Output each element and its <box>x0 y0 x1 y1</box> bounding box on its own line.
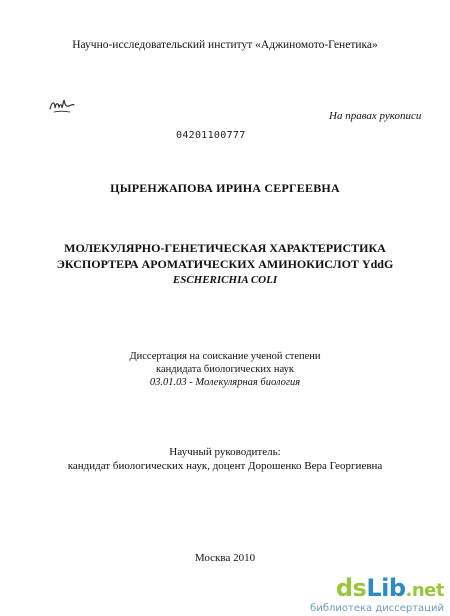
degree-line-2: кандидата биологических наук <box>156 364 294 375</box>
title-line-2: ЭКСПОРТЕРА АРОМАТИЧЕСКИХ АМИНОКИСЛОТ YddG <box>56 257 394 271</box>
logo-lib: Lib <box>366 574 406 602</box>
dissertation-degree-block <box>0 350 450 389</box>
manuscript-rights-note: На правах рукописи <box>329 110 422 122</box>
title-line-3: ESCHERICHIA COLI <box>172 274 278 286</box>
dslib-watermark <box>310 576 444 614</box>
supervisor-label: Научный руководитель: <box>169 446 281 458</box>
registration-code: 04201100777 <box>176 130 246 141</box>
title-line-1: МОЛЕКУЛЯРНО-ГЕНЕТИЧЕСКАЯ ХАРАКТЕРИСТИКА <box>64 241 386 255</box>
dslib-logo <box>310 576 444 603</box>
watermark-subtitle: библиотека диссертаций <box>310 603 444 614</box>
supervisor-block <box>0 445 450 473</box>
logo-net: .net <box>405 580 444 601</box>
logo-ds: ds <box>335 574 367 602</box>
dissertation-title <box>0 240 450 288</box>
city-year: Москва 2010 <box>194 552 256 564</box>
specialty-line: 03.01.03 - Молекулярная биология <box>149 377 301 388</box>
institute-name: Научно-исследовательский институт «Аджиномото-Генетика» <box>72 39 378 51</box>
supervisor-name: кандидат биологических наук, доцент Дорошенко Вера Георгиевна <box>67 460 383 472</box>
degree-line-1: Диссертация на соискание ученой степени <box>129 351 321 362</box>
handwritten-signature <box>48 95 76 117</box>
author-name: ЦЫРЕНЖАПОВА ИРИНА СЕРГЕЕВНА <box>110 181 340 195</box>
